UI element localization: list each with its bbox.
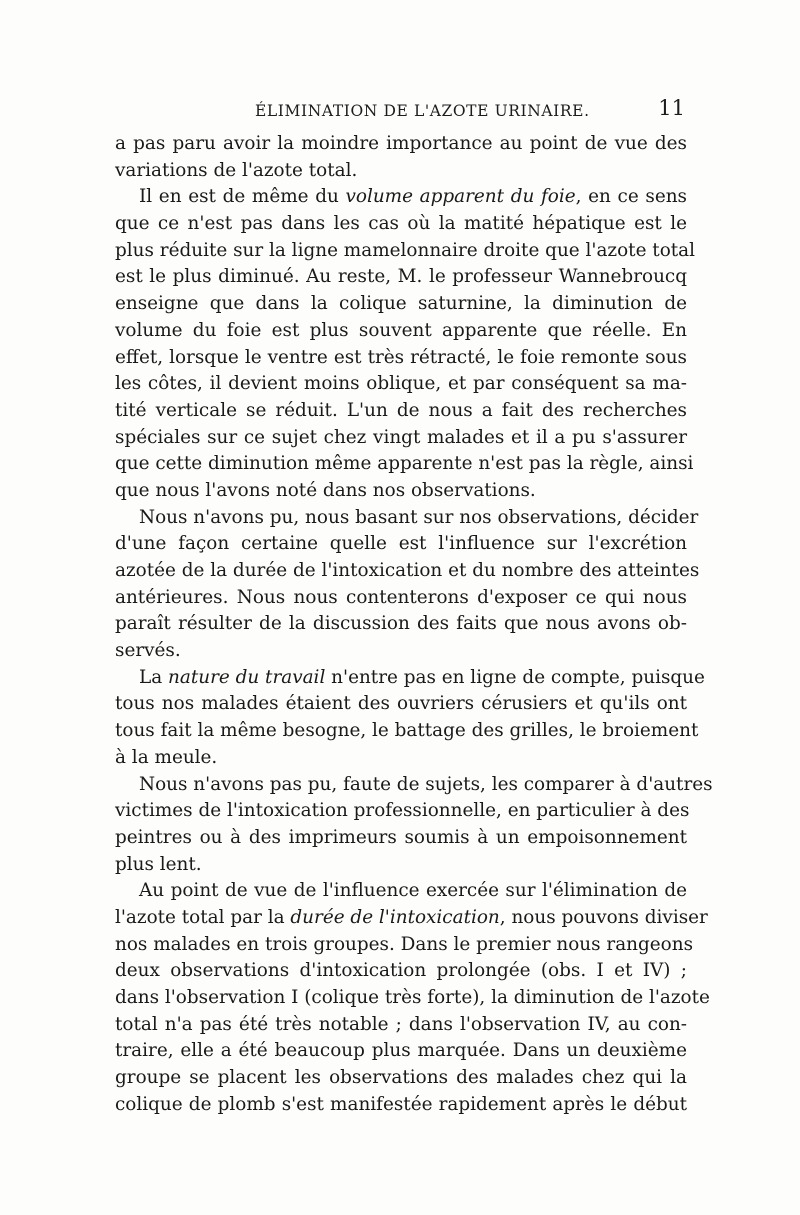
- text-segment: victimes de l'intoxication professionnelle, en particulier à des: [115, 800, 690, 822]
- text-line: [115, 985, 710, 1012]
- text-segment: tous nos malades étaient des ouvriers cérusiers et qu'ils ont: [115, 693, 687, 715]
- text-segment: plus lent.: [115, 853, 202, 875]
- text-segment: est le plus diminué. Au reste, M. le professeur Wannebroucq: [115, 266, 687, 288]
- text-segment: servés.: [115, 640, 181, 662]
- text-line: [115, 852, 687, 879]
- page-header: [115, 96, 685, 126]
- text-line: [115, 478, 687, 505]
- text-line: [115, 505, 699, 532]
- text-line: [115, 585, 687, 612]
- text-segment: n'entre pas en ligne de compte, puisque: [325, 666, 705, 688]
- text-segment: les côtes, il devient moins oblique, et par conséquent sa ma-: [115, 373, 687, 395]
- text-segment: Au point de vue de l'influence exercée sur l'élimination de: [139, 880, 687, 902]
- text-segment: a pas paru avoir la moindre importance au point de vue des: [115, 133, 687, 154]
- text-segment: Il en est de même du: [139, 186, 346, 208]
- text-line: [115, 1038, 687, 1065]
- text-segment: traire, elle a été beaucoup plus marquée. Dans un deuxième: [115, 1040, 687, 1062]
- text-segment: d'une façon certaine quelle est l'influence sur l'excrétion: [115, 533, 687, 555]
- text-line: [115, 958, 687, 985]
- text-segment: l'azote total par la: [115, 906, 291, 928]
- text-line: [115, 318, 687, 345]
- text-segment: groupe se placent les observations des malades chez qui la: [115, 1067, 687, 1089]
- text-line: [115, 371, 687, 398]
- text-line: [115, 1065, 687, 1092]
- text-line: [115, 451, 694, 478]
- text-line: [115, 878, 687, 905]
- text-segment: La: [139, 666, 169, 688]
- text-segment: Nous n'avons pas pu, faute de sujets, les comparer à d'autres: [139, 773, 713, 795]
- text-line: [115, 1092, 687, 1119]
- text-line: [115, 558, 700, 585]
- text-segment: plus réduite sur la ligne mamelonnaire droite que l'azote total: [115, 239, 695, 261]
- italic-phrase: nature du travail: [168, 666, 326, 688]
- text-line: [115, 158, 687, 185]
- text-segment: colique de plomb s'est manifestée rapidement après le début: [115, 1093, 687, 1115]
- text-segment: spéciales sur ce sujet chez vingt malades et il a pu s'assurer: [115, 426, 687, 448]
- text-line: [115, 718, 699, 745]
- text-line: [115, 131, 687, 158]
- running-title: ÉLIMINATION DE L'AZOTE URINAIRE.: [255, 102, 590, 120]
- page-number: 11: [658, 96, 685, 120]
- text-line: [115, 345, 687, 372]
- text-line: [115, 238, 695, 265]
- text-line: [115, 691, 687, 718]
- text-segment: peintres ou à des imprimeurs soumis à un empoisonnement: [115, 826, 687, 848]
- text-line: [115, 291, 687, 318]
- text-segment: Nous n'avons pu, nous basant sur nos observations, décider: [139, 506, 699, 528]
- text-line: [115, 798, 690, 825]
- text-line: [115, 531, 687, 558]
- text-segment: variations de l'azote total.: [115, 159, 358, 181]
- text-line: [115, 425, 687, 452]
- text-line: [115, 772, 713, 799]
- text-line: [115, 665, 705, 692]
- text-segment: antérieures. Nous nous contenterons d'exposer ce qui nous: [115, 586, 687, 608]
- text-line: [115, 264, 687, 291]
- text-line: [115, 932, 694, 959]
- text-segment: azotée de la durée de l'intoxication et du nombre des atteintes: [115, 560, 700, 581]
- text-segment: dans l'observation I (colique très forte), la diminution de l'azote: [115, 987, 710, 1008]
- text-line: [115, 905, 708, 932]
- text-line: [115, 1012, 687, 1039]
- body-text: [115, 131, 713, 1118]
- text-segment: que ce n'est pas dans les cas où la matité hépatique est le: [115, 213, 687, 235]
- text-line: [115, 638, 687, 665]
- text-line: [115, 184, 687, 211]
- text-segment: deux observations d'intoxication prolongée (obs. I et IV) ;: [115, 960, 687, 982]
- text-line: [115, 398, 687, 425]
- text-segment: volume du foie est plus souvent apparente que réelle. En: [115, 319, 687, 341]
- text-segment: total n'a pas été très notable ; dans l'observation IV, au con-: [115, 1013, 687, 1035]
- text-line: [115, 611, 687, 638]
- text-segment: nos malades en trois groupes. Dans le premier nous rangeons: [115, 933, 694, 955]
- text-segment: que nous l'avons noté dans nos observations.: [115, 479, 536, 501]
- text-line: [115, 745, 687, 772]
- text-segment: à la meule.: [115, 746, 218, 768]
- text-segment: , en ce sens: [575, 186, 687, 208]
- text-line: [115, 211, 687, 238]
- text-segment: effet, lorsque le ventre est très rétracté, le foie remonte sous: [115, 346, 687, 368]
- text-segment: que cette diminution même apparente n'est pas la règle, ainsi: [115, 453, 694, 475]
- text-line: [115, 825, 687, 852]
- italic-phrase: durée de l'intoxication: [290, 906, 500, 928]
- text-segment: enseigne que dans la colique saturnine, la diminution de: [115, 293, 687, 315]
- italic-phrase: volume apparent du foie: [345, 186, 576, 208]
- text-segment: tous fait la même besogne, le battage des grilles, le broiement: [115, 720, 699, 742]
- text-segment: , nous pouvons diviser: [499, 906, 708, 928]
- text-segment: tité verticale se réduit. L'un de nous a fait des recherches: [115, 399, 687, 421]
- text-segment: paraît résulter de la discussion des faits que nous avons ob-: [115, 613, 687, 635]
